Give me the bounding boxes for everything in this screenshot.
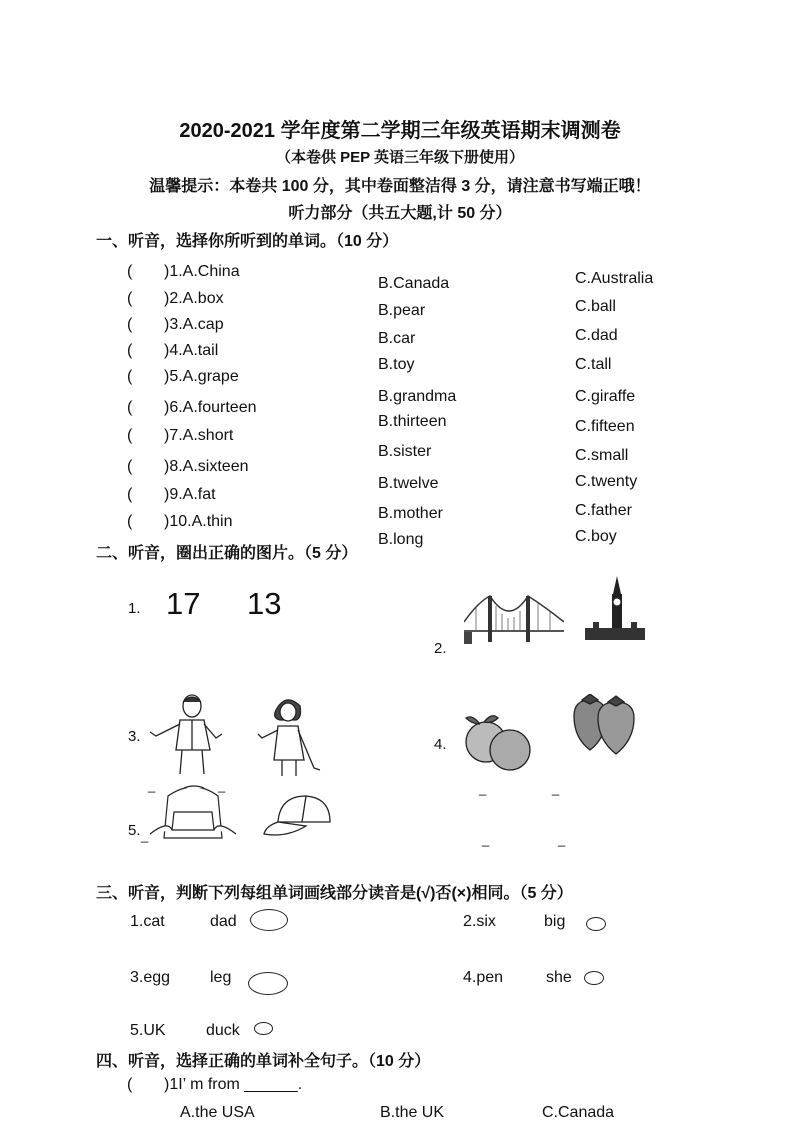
option-c: C.Canada (542, 1104, 615, 1121)
option-c: C.father (575, 502, 632, 519)
option-b: B.sister (378, 443, 432, 460)
option-a: )10.A.thin (164, 513, 233, 530)
option-c: C.twenty (575, 473, 638, 490)
answer-paren[interactable]: ( (127, 342, 133, 359)
word-a: 4.pen (463, 969, 504, 986)
word-a: 2.six (463, 913, 496, 930)
answer-oval[interactable] (584, 971, 604, 985)
section4-heading: 四、听音，选择正确的单词补全句子。（10 分） (96, 1053, 431, 1070)
option-a: )4.A.tail (164, 342, 219, 359)
option-b: B.thirteen (378, 413, 447, 430)
option-b: B.mother (378, 505, 443, 522)
option-a: )8.A.sixteen (164, 458, 249, 475)
answer-oval[interactable] (250, 909, 288, 931)
warm-tip: 温馨提示：本卷共 100 分，其中卷面整洁得 3 分，请注意书写端正哦！ (149, 178, 651, 195)
word-b: she (546, 969, 572, 986)
man-image[interactable] (146, 692, 228, 776)
word-a: 5.UK (130, 1022, 166, 1039)
number-option-b[interactable]: 13 (247, 586, 282, 621)
q1-label: 1. (128, 600, 141, 617)
word-b: big (544, 913, 566, 930)
backpack-image[interactable] (148, 784, 240, 846)
section1-heading: 一、听音，选择你所听到的单词。（10 分） (96, 233, 399, 250)
section2-heading: 二、听音，圈出正确的图片。（5 分） (96, 545, 358, 562)
answer-paren[interactable]: ( (127, 427, 133, 444)
page-subtitle: （本卷供 PEP 英语三年级下册使用） (275, 149, 525, 166)
answer-oval[interactable] (586, 917, 606, 931)
woman-image[interactable] (256, 694, 326, 778)
option-b: B.toy (378, 356, 415, 373)
q4-label: 4. (434, 736, 447, 753)
option-b: B.twelve (378, 475, 439, 492)
answer-oval[interactable] (248, 972, 288, 995)
section3-heading: 三、听音，判断下列每组单词画线部分读音是(√)否(×)相同。（5 分） (96, 885, 573, 902)
option-c: C.small (575, 447, 629, 464)
option-c: C.dad (575, 327, 618, 344)
q2-label: 2. (434, 640, 447, 657)
answer-paren[interactable]: ( (127, 263, 133, 280)
answer-paren[interactable]: ( (127, 290, 133, 307)
page-title: 2020-2021 学年度第二学期三年级英语期末调测卷 (179, 120, 621, 142)
big-ben-image[interactable] (583, 576, 647, 642)
blank-line: _ (552, 781, 560, 796)
option-c: C.Australia (575, 270, 654, 287)
option-a: )9.A.fat (164, 486, 216, 503)
blank-line: _ (141, 828, 149, 843)
option-b: B.long (378, 531, 424, 548)
option-a: )7.A.short (164, 427, 234, 444)
option-a: )5.A.grape (164, 368, 239, 385)
number-option-a[interactable]: 17 (166, 586, 201, 621)
bridge-image[interactable] (464, 592, 564, 644)
answer-paren[interactable]: ( (127, 368, 133, 385)
option-c: C.tall (575, 356, 612, 373)
option-b: B.Canada (378, 275, 450, 292)
blank-line: _ (148, 778, 156, 793)
word-b: duck (206, 1022, 240, 1039)
option-c: C.giraffe (575, 388, 636, 405)
blank-line: _ (482, 832, 490, 847)
blank-line: _ (218, 778, 226, 793)
option-c: C.boy (575, 528, 617, 545)
option-a: )3.A.cap (164, 316, 224, 333)
blank-line: _ (558, 832, 566, 847)
option-b: B.car (378, 330, 416, 347)
word-a: 3.egg (130, 969, 171, 986)
blank-line: _ (479, 781, 487, 796)
word-b: leg (210, 969, 232, 986)
answer-oval[interactable] (254, 1022, 273, 1035)
answer-paren[interactable]: ( (127, 486, 133, 503)
q3-label: 3. (128, 728, 141, 745)
orange-image[interactable] (462, 710, 534, 774)
answer-paren[interactable]: ( (127, 399, 133, 416)
option-b: B.pear (378, 302, 426, 319)
answer-paren[interactable]: ( (127, 316, 133, 333)
strawberry-image[interactable] (570, 694, 638, 756)
option-b: B.the UK (380, 1104, 445, 1121)
option-a: )1.A.China (164, 263, 240, 280)
option-a: A.the USA (180, 1104, 255, 1121)
listening-part-title: 听力部分（共五大题,计 50 分） (288, 205, 512, 222)
option-b: B.grandma (378, 388, 457, 405)
word-a: 1.cat (130, 913, 165, 930)
q5-label: 5. (128, 822, 141, 839)
option-a: )6.A.fourteen (164, 399, 257, 416)
answer-paren[interactable]: ( (127, 458, 133, 475)
word-b: dad (210, 913, 237, 930)
cap-image[interactable] (262, 792, 334, 842)
answer-paren[interactable]: ( (127, 1076, 133, 1093)
option-a: )2.A.box (164, 290, 224, 307)
option-c: C.ball (575, 298, 616, 315)
sentence-text: )1I’ m from ______. (164, 1076, 303, 1093)
answer-paren[interactable]: ( (127, 513, 133, 530)
option-c: C.fifteen (575, 418, 635, 435)
